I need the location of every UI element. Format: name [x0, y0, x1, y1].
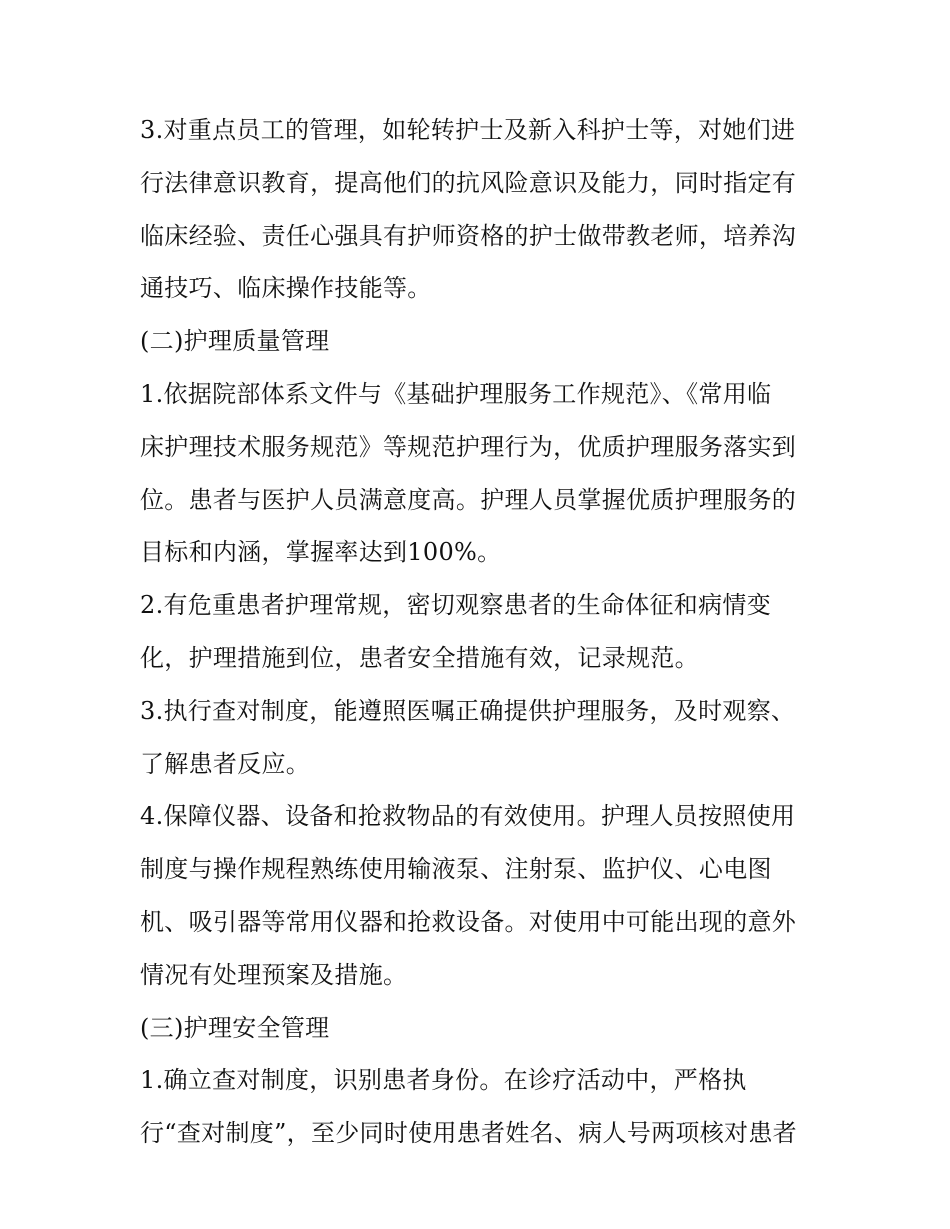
section-heading: (三)护理安全管理	[140, 1013, 330, 1042]
text-line: 情况有处理预案及措施。	[140, 960, 408, 989]
text-line: 行法律意识教育，提高他们的抗风险意识及能力，同时指定有	[140, 168, 797, 197]
text-line: 床护理技术服务规范》等规范护理行为，优质护理服务落实到	[140, 432, 797, 461]
text-line: 化，护理措施到位，患者安全措施有效，记录规范。	[140, 643, 699, 672]
text-line: 临床经验、责任心强具有护师资格的护士做带教老师，培养沟	[140, 221, 797, 250]
text-line: 1.确立查对制度，识别患者身份。在诊疗活动中，严格执	[140, 1066, 747, 1095]
text-line: 行“查对制度”，至少同时使用患者姓名、病人号两项核对患者	[140, 1119, 797, 1148]
text-line: 了解患者反应。	[140, 749, 311, 778]
text-line: 4.保障仪器、设备和抢救物品的有效使用。护理人员按照使用	[140, 802, 796, 831]
text-line: 制度与操作规程熟练使用输液泵、注射泵、监护仪、心电图	[140, 855, 772, 884]
section-heading: (二)护理质量管理	[140, 327, 330, 356]
text-line: 3.对重点员工的管理，如轮转护士及新入科护士等，对她们进	[140, 116, 796, 144]
text-line: 目标和内涵，掌握率达到100%。	[140, 538, 502, 567]
text-line: 通技巧、临床操作技能等。	[140, 274, 432, 303]
text-line: 位。患者与医护人员满意度高。护理人员掌握优质护理服务的	[140, 485, 797, 514]
text-line: 机、吸引器等常用仪器和抢救设备。对使用中可能出现的意外	[140, 907, 797, 936]
document-body	[140, 104, 820, 1160]
text-line: 2.有危重患者护理常规，密切观察患者的生命体征和病情变	[140, 591, 771, 620]
text-line: 1.依据院部体系文件与《基础护理服务工作规范》、《常用临	[140, 379, 772, 408]
text-line: 3.执行查对制度，能遵照医嘱正确提供护理服务，及时观察、	[140, 696, 796, 725]
